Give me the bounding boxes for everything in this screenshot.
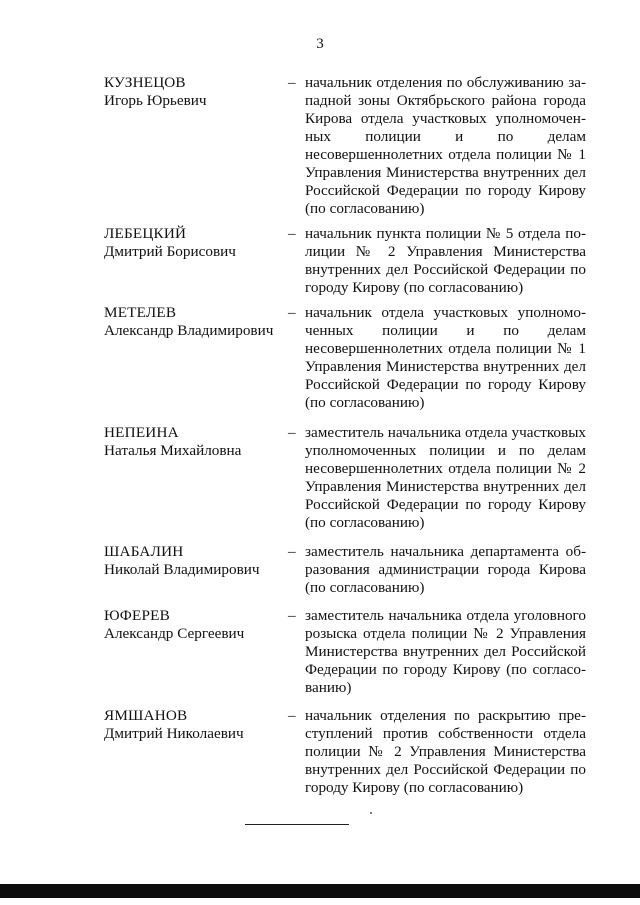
person-name bbox=[104, 543, 284, 579]
surname: ЛЕБЕЦКИЙ bbox=[104, 225, 187, 242]
dash: – bbox=[288, 707, 296, 724]
dash: – bbox=[288, 607, 296, 624]
position-description: начальник пункта полиции № 5 отдела полиции № 2 Управления Министерства внутренних дел Российской Федерации по городу Кирову (по согласованию) bbox=[305, 225, 586, 296]
scan-edge-bar bbox=[0, 884, 640, 898]
person-name bbox=[104, 304, 284, 340]
list-item bbox=[0, 543, 640, 596]
list-item bbox=[0, 424, 640, 531]
surname: МЕТЕЛЕВ bbox=[104, 304, 177, 321]
page-number: 3 bbox=[316, 36, 324, 52]
given-name: Дмитрий Борисович bbox=[104, 243, 236, 260]
position-description: начальник отделения по обслуживанию западной зоны Октябрьского района города Кирова отдела участковых уполномоченных полиции и по делам несовершеннолетних отдела полиции № 1 Управления Министерства внутренних дел Российской Федерации по городу Кирову (по согласованию) bbox=[305, 74, 586, 217]
given-name: Игорь Юрьевич bbox=[104, 92, 207, 109]
position-description: начальник отделения по раскрытию преступлений против собственности отдела полиции № 2 Управления Министерства внутренних дел Российской Федерации по городу Кирову (по согласованию) bbox=[305, 707, 586, 796]
list-item bbox=[0, 304, 640, 411]
list-item bbox=[0, 74, 640, 217]
position-description: начальник отдела участковых уполномоченных полиции и по делам несовершеннолетних отдела полиции № 1 Управления Министерства внутренних дел Российской Федерации по городу Кирову (по согласованию) bbox=[305, 304, 586, 411]
list-item bbox=[0, 225, 640, 296]
given-name: Александр Владимирович bbox=[104, 322, 274, 339]
list-item bbox=[0, 707, 640, 796]
dash: – bbox=[288, 304, 296, 321]
position-description: заместитель начальника департамента образования администрации города Кирова (по согласованию) bbox=[305, 543, 586, 596]
person-name bbox=[104, 707, 284, 743]
surname: ЮФЕРЕВ bbox=[104, 607, 170, 624]
surname: КУЗНЕЦОВ bbox=[104, 74, 186, 91]
surname: НЕПЕИНА bbox=[104, 424, 179, 441]
dash: – bbox=[288, 543, 296, 560]
position-description: заместитель начальника отдела уголовного розыска отдела полиции № 2 Управления Министерства внутренних дел Российской Федерации по городу Кирову (по согласованию) bbox=[305, 607, 586, 696]
given-name: Николай Владимирович bbox=[104, 561, 260, 578]
dash: – bbox=[288, 74, 296, 91]
dash: – bbox=[288, 225, 296, 242]
person-name bbox=[104, 74, 284, 110]
surname: ШАБАЛИН bbox=[104, 543, 184, 560]
given-name: Дмитрий Николаевич bbox=[104, 725, 244, 742]
given-name: Наталья Михайловна bbox=[104, 442, 242, 459]
footer-rule bbox=[245, 824, 349, 825]
given-name: Александр Сергеевич bbox=[104, 625, 245, 642]
person-name bbox=[104, 607, 284, 643]
list-item bbox=[0, 607, 640, 696]
person-name bbox=[104, 424, 284, 460]
surname: ЯМШАНОВ bbox=[104, 707, 188, 724]
scan-speck bbox=[370, 812, 372, 814]
position-description: заместитель начальника отдела участковых уполномоченных полиции и по делам несовершеннолетних отдела полиции № 2 Управления Министерства внутренних дел Российской Федерации по городу Кирову (по согласованию) bbox=[305, 424, 586, 531]
person-name bbox=[104, 225, 284, 261]
dash: – bbox=[288, 424, 296, 441]
